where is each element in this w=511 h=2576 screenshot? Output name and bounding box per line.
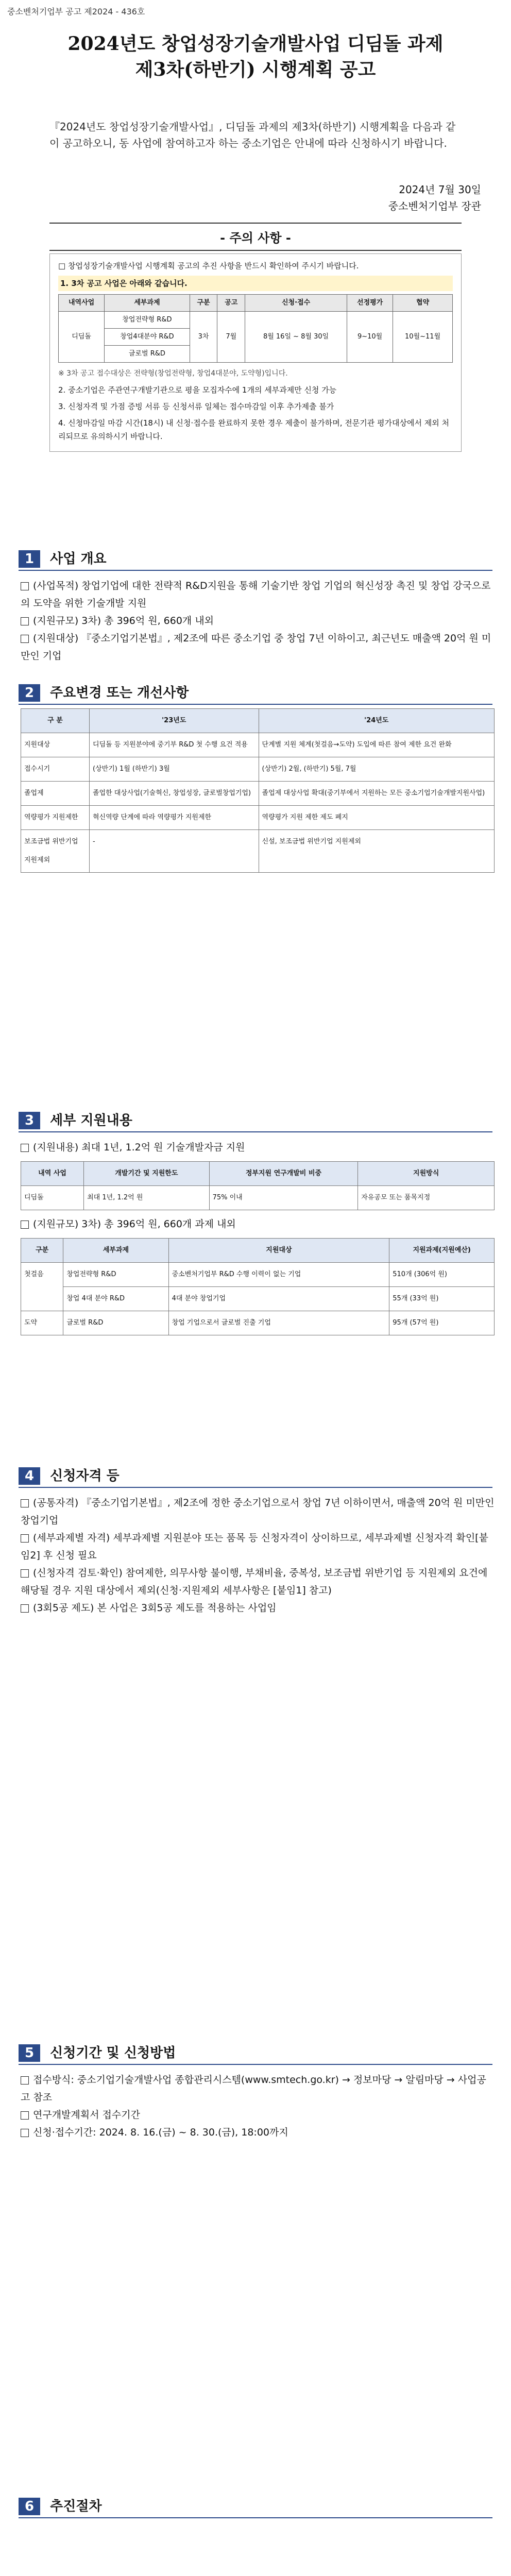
signer: 중소벤처기업부 장관 xyxy=(388,200,481,212)
notice-date xyxy=(388,181,481,214)
s4-item-2: (신청자격 검토·확인) 참여제한, 의무사항 불이행, 부채비율, 중복성, 보조금법 위반기업 등 지원제외 요건에 해당될 경우 지원 대상에서 제외(신청·지원제외 세부사항은 [붙임1] 참고) xyxy=(21,1567,488,1596)
section-title: 사업 개요 xyxy=(50,551,107,567)
section-3-heading xyxy=(19,1108,492,1132)
s4-item-1: (세부과제별 자격) 세부과제별 지원분야 또는 품목 등 신청자격이 상이하므로, 세부과제별 신청자격 확인[붙임2] 후 신청 필요 xyxy=(21,1532,488,1561)
s4-item-3: (3회5공 제도) 본 사업은 3회5공 제도를 적용하는 사업임 xyxy=(21,1599,495,1617)
section-number: 1 xyxy=(19,550,40,568)
s1-item-1: (지원규모) 3차) 총 396억 원, 660개 내외 xyxy=(21,612,495,630)
intro-paragraph: 『2024년도 창업성장기술개발사업』, 디딤돌 과제의 제3차(하반기) 시행계획을 다음과 같이 공고하오니, 동 사업에 참여하고자 하는 중소기업은 안내에 따라 신청하시기 바랍니다. xyxy=(49,121,456,149)
caution-item-0: □ 창업성장기술개발사업 시행계획 공고의 추진 사항을 반드시 확인하여 주시기 바랍니다. xyxy=(58,261,359,270)
section-3-body xyxy=(21,1139,495,1341)
date-text: 2024년 7월 30일 xyxy=(399,183,481,196)
section-title: 신청기간 및 신청방법 xyxy=(50,2045,176,2061)
s5-item-0: 접수방식: 중소기업기술개발사업 종합관리시스템(www.smtech.go.kr) → 정보마당 → 알림마당 → 사업공고 참조 xyxy=(21,2074,486,2103)
section-title: 세부 지원내용 xyxy=(50,1113,132,1128)
caution-item-4: 3. 신청자격 및 가점 증빙 서류 등 신청서류 일체는 접수마감일 이후 추가제출 불가 xyxy=(58,402,334,411)
section-5-body xyxy=(21,2071,495,2141)
section-2-table-wrap xyxy=(21,708,495,873)
title-line-1: 2024년도 창업성장기술개발사업 디딤돌 과제 xyxy=(67,33,444,55)
caution-item-2: ※ 3차 공고 접수대상은 전략형(창업전략형, 창업4대분야, 도약형)입니다. xyxy=(58,369,288,378)
section-number: 3 xyxy=(19,1112,40,1129)
section-number: 2 xyxy=(19,684,40,702)
budget-table: 구분 세부과제 지원대상 지원과제(지원예산) 첫걸음 창업전략형 R&D 중소벤처기업부 R&D 수행 이력이 없는 기업 510개 (306억 원) 창업 4대 분야 R&D 4대 분야 창업기업 55개 (33억 원) 도약 글로벌 R&D 창업 기업으로서 글로벌 진출 기업 95개 (57억 원) xyxy=(21,1238,495,1335)
section-5-heading xyxy=(19,2040,492,2065)
s3-item-1: (지원규모) 3차) 총 396억 원, 660개 과제 내외 xyxy=(21,1215,495,1233)
support-table: 내역 사업 개발기간 및 지원한도 정부지원 연구개발비 비중 지원방식 디딤돌 최대 1년, 1.2억 원 75% 이내 자유공모 또는 품목지정 xyxy=(21,1161,495,1210)
notice-number: 중소벤처기업부 공고 제2024 - 436호 xyxy=(7,7,145,16)
s5-item-1: 연구개발계획서 접수기간 xyxy=(21,2106,495,2124)
section-number: 6 xyxy=(19,2498,40,2515)
section-title: 신청자격 등 xyxy=(50,1468,120,1484)
s5-item-2: 신청·접수기간: 2024. 8. 16.(금) ~ 8. 30.(금), 18:00까지 xyxy=(21,2124,495,2141)
title-line-2: 제3차(하반기) 시행계획 공고 xyxy=(135,59,376,80)
section-number: 4 xyxy=(19,1467,40,1485)
changes-table: 구 분 '23년도 '24년도 지원대상 디딤돌 등 지원분야에 중기부 R&D 첫 수행 요건 적용 단계별 지원 체계(첫걸음→도약) 도입에 따른 참여 제한 요건 완화 접수시기 (상반기) 1월 (하반기) 3월 (상반기) 2월, (하반기) 5월, 7월 졸업제 졸업한 대상사업(기술혁신, 창업성장, 글로벌창업기업) 졸업제 대상사업 확대(중기부에서 지원하는 모든 중소기업기술개발지원사업) 역량평가 지원제한 혁신역량 단계에 따라 역량평가 지원제한 역량평가 지원 제한 제도 폐지 보조금법 위반기업 지원제외 - 신설, 보조금법 위반기업 지원제외 xyxy=(21,708,495,873)
section-1-body xyxy=(21,577,495,665)
caution-item-3: 2. 중소기업은 주관연구개발기관으로 평을 모집자수에 1개의 세부과제만 신청 가능 xyxy=(58,385,337,395)
caution-item-5: 4. 신청마감일 마감 시간(18시) 내 신청·접수를 완료하지 못한 경우 제출이 불가하며, 전문기관 평가대상에서 제외 처리되므로 유의하시기 바랍니다. xyxy=(58,418,449,441)
section-1-heading xyxy=(19,546,492,571)
s1-item-0: (사업목적) 창업기업에 대한 전략적 R&D지원을 통해 기술기반 창업 기업의 혁신성장 촉진 및 창업 강국으로의 도약을 위한 기술개발 지원 xyxy=(21,580,491,609)
section-4-heading xyxy=(19,1463,492,1488)
col-category: 구 분 xyxy=(21,709,90,733)
caution-item-1: 1. 3차 공고 사업은 아래와 같습니다. xyxy=(58,276,453,291)
section-4-body xyxy=(21,1494,495,1617)
section-number: 5 xyxy=(19,2044,40,2062)
caution-heading: - 주의 사항 - xyxy=(49,223,462,251)
section-2-heading xyxy=(19,680,492,705)
section-title: 주요변경 또는 개선사항 xyxy=(50,685,189,701)
section-title: 추진절차 xyxy=(50,2499,102,2514)
s3-item-0: (지원내용) 최대 1년, 1.2억 원 기술개발자금 지원 xyxy=(21,1139,495,1156)
col-2024: '24년도 xyxy=(259,709,494,733)
caution-table: 내역사업 세부과제 구분 공고 신청·접수 선정평가 협약 디딤돌 창업전략형 R&D 3차 7월 8월 16일 ~ 8월 30일 9~10월 10월~11월 창업4대분야 R&D 글로벌 R&D xyxy=(58,294,453,363)
col-2023: '23년도 xyxy=(90,709,259,733)
section-6-heading xyxy=(19,2494,492,2518)
s1-item-2: (지원대상) 『중소기업기본법』, 제2조에 따른 중소기업 중 창업 7년 이하이고, 최근년도 매출액 20억 원 미만인 기업 xyxy=(21,633,491,662)
s4-item-0: (공통자격) 『중소기업기본법』, 제2조에 정한 중소기업으로서 창업 7년 이하이면서, 매출액 20억 원 미만인 창업기업 xyxy=(21,1497,495,1526)
caution-box xyxy=(49,253,462,452)
